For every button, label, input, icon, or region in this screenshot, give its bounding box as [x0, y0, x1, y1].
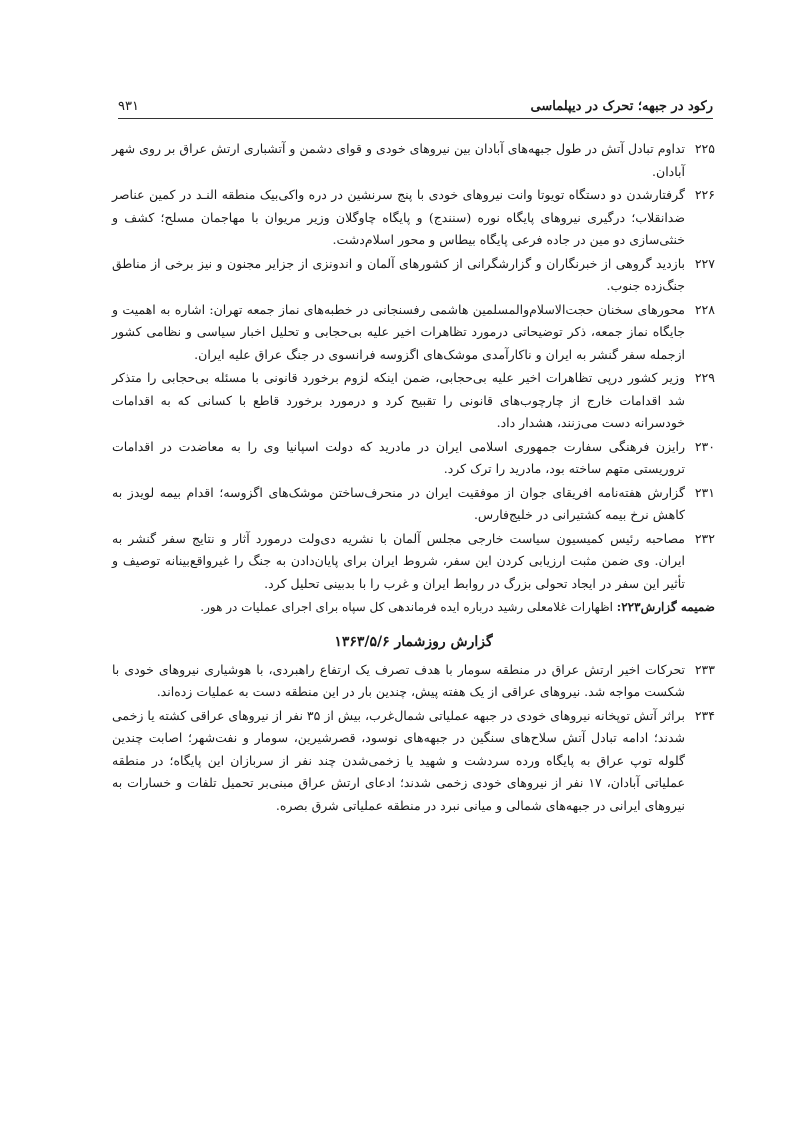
item-text: گزارش هفته‌نامه افریقای جوان از موفقیت ایران در منحرف‌ساختن موشک‌های اگزوسه؛ اقدام بیمه لویدز به کاهش نرخ بیمه کشتیرانی در خلیج‌فارس.: [112, 484, 685, 522]
page-body: [112, 138, 715, 818]
item-number: ۲۳۱: [694, 484, 715, 500]
list-item: [112, 299, 715, 367]
item-text: تداوم تبادل آتش در طول جبهه‌های آبادان بین نیروهای خودی و قوای دشمن و آتشباری ارتش عراق بر روی شهر آبادان.: [112, 141, 685, 179]
item-text: محورهای سخنان حجت‌الاسلام‌والمسلمین هاشمی رفسنجانی در خطبه‌های نماز جمعه تهران: اشاره به اهمیت و جایگاه نماز جمعه، ذکر توضیحاتی درمورد تظاهرات اخیر علیه بی‌حجابی و تحلیل اخبار سیاسی و نظامی کشور ازجمله سفر گنشر به ایران و ناکارآمدی موشک‌های اگزوسه فرانسوی در جنگ عراق علیه ایران.: [112, 301, 685, 362]
list-item: [112, 436, 715, 481]
item-text: رایزن فرهنگی سفارت جمهوری اسلامی ایران در مادرید که دولت اسپانیا وی را به معاضدت در اقدامات تروریستی متهم ساخته بود، مادرید را ترک کرد.: [112, 438, 685, 476]
running-header: [118, 88, 713, 114]
list-item: [112, 659, 715, 704]
page-number: ۹۳۱: [118, 99, 139, 114]
item-number: ۲۳۲: [694, 530, 715, 546]
item-text: تحرکات اخیر ارتش عراق در منطقه سومار با هدف تصرف یک ارتفاع راهبردی، با هوشیاری نیروهای خودی با شکست مواجه شد. نیروهای عراقی از یک هفته پیش، چندین بار در این منطقه دست به عملیات زده‌اند.: [112, 661, 685, 699]
item-number: ۲۳۴: [694, 707, 715, 723]
appendix-text: اظهارات غلامعلی رشید درباره ایده فرماندهی کل سپاه برای اجرای عملیات در هور.: [200, 600, 613, 614]
list-item: [112, 184, 715, 252]
list-item: [112, 367, 715, 435]
item-text: بازدید گروهی از خبرنگاران و گزارشگرانی از کشورهای آلمان و اندونزی از جزایر مجنون و نیز برخی از مناطق جنگ‌زده جنوب.: [112, 255, 685, 293]
item-text: براثر آتش توپخانه نیروهای خودی در جبهه عملیاتی شمال‌غرب، بیش از ۳۵ نفر از نیروهای عراقی کشته یا زخمی شدند؛ ادامه تبادل آتش سلاح‌های سنگین در جبهه‌های نوسود، قصرشیرین، سومار و نفت‌شهر؛ اصابت چندین گلوله توپ عراق به پایگاه ورده سردشت و شهید یا زخمی‌شدن چند نفر از سربازان این پایگاه؛ در منطقه عملیاتی آبادان، ۱۷ نفر از نیروهای خودی زخمی شدند؛ ادعای ارتش عراق مبنی‌بر تحمیل تلفات و خسارات به نیروهای ایرانی در جبهه‌های شمالی و میانی نبرد در منطقه عملیاتی شرق بصره.: [112, 707, 685, 813]
item-text: وزیر کشور درپی تظاهرات اخیر علیه بی‌حجابی، ضمن اینکه لزوم برخورد قانونی با مسئله بی‌حجابی را متذکر شد اقدامات خارج از چارچوب‌های قانونی را تقبیح کرد و درمورد برخورد قاطع با کسانی که به اقدامات خودسرانه دست می‌زنند، هشدار داد.: [112, 370, 685, 430]
list-item: [112, 705, 715, 818]
item-number: ۲۲۸: [694, 301, 715, 317]
item-number: ۲۳۰: [694, 438, 715, 454]
header-divider: [118, 118, 713, 119]
item-number: ۲۲۷: [694, 255, 715, 271]
item-number: ۲۳۳: [694, 661, 715, 677]
item-number: ۲۲۹: [694, 370, 715, 385]
item-number: ۲۲۵: [694, 141, 715, 156]
item-number: ۲۲۶: [694, 187, 715, 202]
appendix-label: ضمیمه گزارش۲۲۳:: [616, 600, 715, 614]
list-item: [112, 482, 715, 527]
section-heading: گزارش روزشمار ۱۳۶۳/۵/۶: [334, 633, 493, 650]
list-item: [112, 528, 715, 596]
list-item: [112, 253, 715, 298]
item-text: مصاحبه رئیس کمیسیون سیاست خارجی مجلس آلمان با نشریه دی‌ولت درمورد آثار و نتایج سفر گنشر به ایران. وی ضمن مثبت ارزیابی کردن این سفر، شروط ایران برای پایان‌دادن به جنگ را غیرواقع‌بینانه توصیف و تأثیر این سفر در ایجاد تحولی بزرگ در روابط ایران و غرب را با بدبینی تحلیل کرد.: [112, 530, 685, 591]
appendix-note: [112, 596, 715, 619]
list-item: [112, 138, 715, 183]
item-text: گرفتارشدن دو دستگاه تویوتا وانت نیروهای خودی با پنج سرنشین در دره واکی‌بیک منطقه النـد در کمین عناصر ضدانقلاب؛ درگیری نیروهای پایگاه نوره (سنندج) و پایگاه چاوگلان وزیر مریوان با مهاجمان مسلح؛ کشف و خنثی‌سازی دو مین در جاده فرعی پایگاه بیطاس و محور اسلام‌دشت.: [112, 187, 685, 247]
running-title: رکود در جبهه؛ تحرک در دیپلماسی: [530, 99, 713, 114]
